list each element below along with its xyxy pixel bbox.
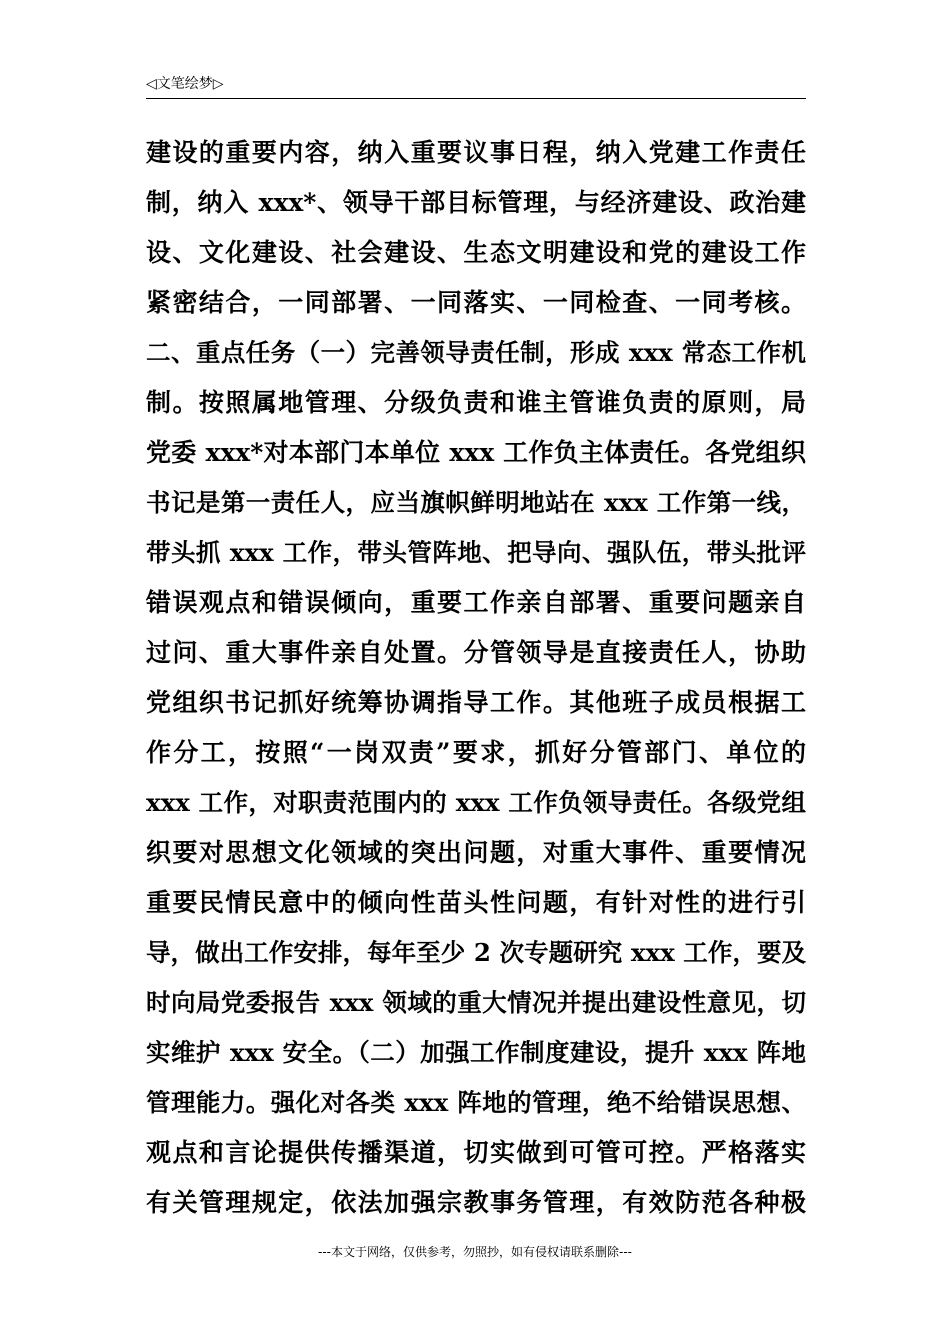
body-line: 织要对思想文化领域的突出问题，对重大事件、重要情况 <box>146 838 806 867</box>
body-line: 党委 xxx*对本部门本单位 xxx 工作负主体责任。各党组织 <box>146 438 806 467</box>
body-line: 紧密结合，一同部署、一同落实、一同检查、一同考核。 <box>146 288 806 317</box>
body-line: 作分工，按照“一岗双责”要求，抓好分管部门、单位的 <box>146 738 806 767</box>
body-line: 有关管理规定，依法加强宗教事务管理，有效防范各种极 <box>146 1188 806 1217</box>
body-line: 观点和言论提供传播渠道，切实做到可管可控。严格落实 <box>146 1138 806 1167</box>
document-body <box>146 128 806 1228</box>
page-footer <box>0 1244 950 1260</box>
body-line: 设、文化建设、社会建设、生态文明建设和党的建设工作 <box>146 238 806 267</box>
page-header <box>146 74 806 99</box>
body-line: 错误观点和错误倾向，重要工作亲自部署、重要问题亲自 <box>146 588 806 617</box>
body-line: 导，做出工作安排，每年至少 2 次专题研究 xxx 工作，要及 <box>146 938 806 967</box>
body-line: 管理能力。强化对各类 xxx 阵地的管理，绝不给错误思想、 <box>146 1088 806 1117</box>
body-line: 带头抓 xxx 工作，带头管阵地、把导向、强队伍，带头批评 <box>146 538 806 567</box>
body-line: 实维护 xxx 安全。（二）加强工作制度建设，提升 xxx 阵地 <box>146 1038 806 1067</box>
footer-note: ---本文于网络，仅供参考，勿照抄，如有侵权请联系删除--- <box>318 1245 632 1259</box>
body-line: 时向局党委报告 xxx 领域的重大情况并提出建设性意见，切 <box>146 988 806 1017</box>
body-line: 建设的重要内容，纳入重要议事日程，纳入党建工作责任 <box>146 138 806 167</box>
body-line: 党组织书记抓好统筹协调指导工作。其他班子成员根据工 <box>146 688 806 717</box>
body-line: 书记是第一责任人，应当旗帜鲜明地站在 xxx 工作第一线， <box>146 488 806 517</box>
header-title: ◁文笔绘梦▷ <box>146 76 224 92</box>
body-line: xxx 工作，对职责范围内的 xxx 工作负领导责任。各级党组 <box>146 788 806 817</box>
body-line: 制，纳入 xxx*、领导干部目标管理，与经济建设、政治建 <box>146 188 806 217</box>
body-line: 二、重点任务（一）完善领导责任制，形成 xxx 常态工作机 <box>146 338 806 367</box>
body-line: 重要民情民意中的倾向性苗头性问题，有针对性的进行引 <box>146 888 806 917</box>
body-line: 制。按照属地管理、分级负责和谁主管谁负责的原则，局 <box>146 388 806 417</box>
body-line: 过问、重大事件亲自处置。分管领导是直接责任人，协助 <box>146 638 806 667</box>
